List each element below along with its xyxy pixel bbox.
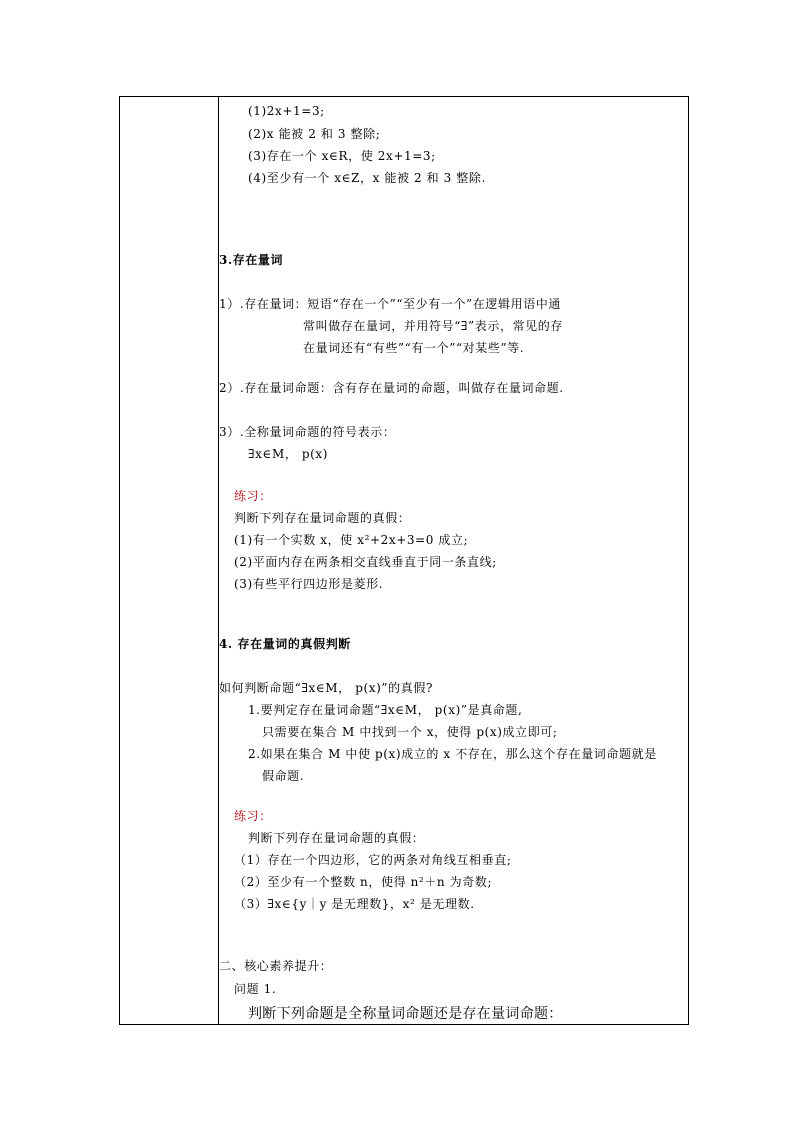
definition-text: 常叫做存在量词，并用符号“∃”表示，常见的存	[303, 319, 563, 333]
list-item: (3)有些平行四边形是菱形.	[234, 577, 384, 591]
rule-text: 只需要在集合 M 中找到一个 x，使得 p(x)成立即可;	[262, 725, 558, 739]
list-item: (4)至少有一个 x∈Z，x 能被 2 和 3 整除.	[248, 171, 486, 185]
section-heading: 3.存在量词	[219, 253, 284, 267]
list-item: (1)有一个实数 x，使 x²+2x+3=0 成立;	[234, 533, 469, 547]
practice-intro: 判断下列存在量词命题的真假：	[248, 831, 425, 845]
question-label: 问题 1.	[234, 982, 277, 996]
rule-text: 1.要判定存在量词命题“∃x∈M， p(x)”是真命题,	[248, 703, 523, 717]
list-item: （3）∃x∈{y｜y 是无理数}，x² 是无理数.	[234, 897, 475, 911]
list-item: (1)2x+1=3;	[248, 104, 325, 118]
definition-text: 2）.存在量词命题：含有存在量词的命题，叫做存在量词命题.	[219, 381, 564, 395]
column-divider	[218, 96, 219, 1025]
rule-text: 2.如果在集合 M 中使 p(x)成立的 x 不存在，那么这个存在量词命题就是	[248, 747, 657, 761]
practice-label: 练习：	[234, 489, 272, 503]
section-heading: 二、核心素养提升：	[219, 959, 333, 973]
section-heading: 4. 存在量词的真假判断	[219, 637, 351, 651]
list-item: （1）存在一个四边形，它的两条对角线互相垂直;	[234, 853, 512, 867]
practice-intro: 判断下列存在量词命题的真假：	[234, 511, 411, 525]
definition-text: 3）.全称量词命题的符号表示：	[219, 425, 396, 439]
practice-label: 练习：	[234, 809, 272, 823]
definition-text: 在量词还有“有些”“有一个”“对某些”等.	[303, 341, 525, 355]
question-text: 判断下列命题是全称量词命题还是存在量词命题：	[248, 1006, 563, 1022]
list-item: (2)平面内存在两条相交直线垂直于同一条直线;	[234, 555, 497, 569]
definition-text: 1）.存在量词：短语“存在一个”“至少有一个”在逻辑用语中通	[219, 297, 561, 311]
symbol-expression: ∃x∈M， p(x)	[248, 447, 329, 461]
list-item: (3)存在一个 x∈R，使 2x+1=3;	[248, 149, 436, 163]
list-item: (2)x 能被 2 和 3 整除;	[248, 127, 381, 141]
rule-text: 假命题.	[262, 769, 305, 783]
question-text: 如何判断命题“∃x∈M， p(x)”的真假?	[219, 681, 433, 695]
list-item: （2）至少有一个整数 n，使得 n²＋n 为奇数;	[234, 875, 493, 889]
